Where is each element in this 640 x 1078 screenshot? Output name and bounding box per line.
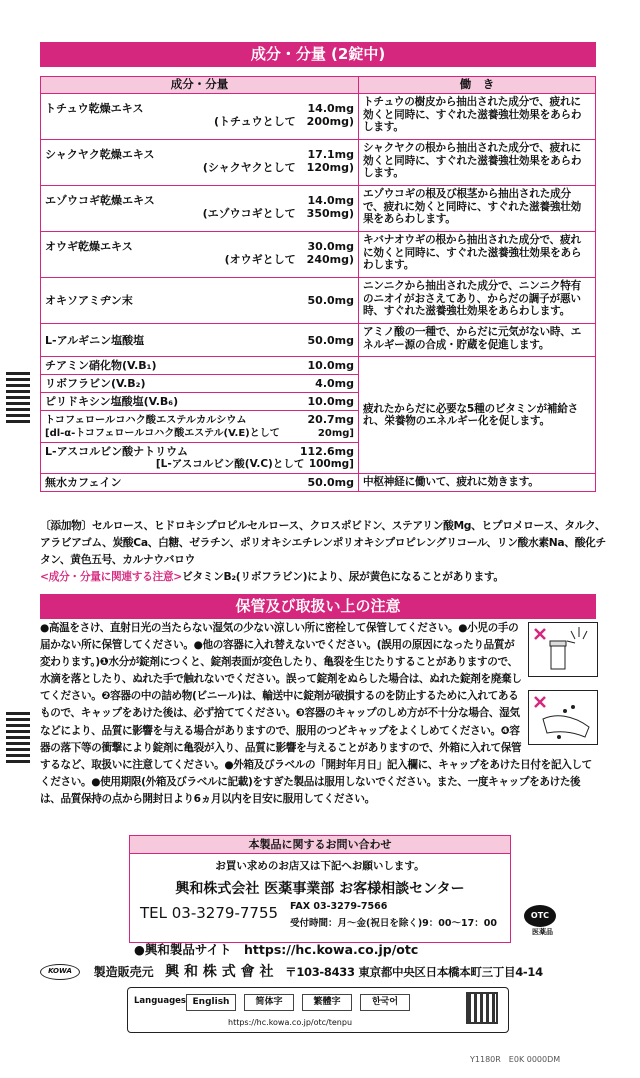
effect-cell: ニンニクから抽出された成分で、ニンニク特有のニオイがおさえてあり、からだの調子が悪い時、すぐれた滋養強壮効果をあらわします。: [359, 278, 596, 324]
lang-english-button[interactable]: English: [186, 994, 236, 1011]
vitamin-cell: [41, 375, 359, 393]
vitamin-name: チアミン硝化物(V.B₁): [45, 359, 157, 372]
header-ingredient: 成分・分量: [41, 77, 359, 94]
product-site-link[interactable]: ●興和製品サイト https://hc.kowa.co.jp/otc: [134, 942, 419, 957]
ingredient-sub: (シャクヤクとして 120mg): [202, 161, 354, 174]
caffeine-effect: 中枢神経に働いて、疲れに効きます。: [359, 474, 596, 492]
ingredient-amount: 50.0mg: [307, 333, 354, 347]
contact-box: [129, 835, 511, 943]
otc-icon: OTC: [524, 905, 556, 927]
contact-hours: 受付時間：月～金(祝日を除く)9：00～17：00: [290, 918, 497, 929]
ingredient-name: オウギ乾燥エキス: [45, 240, 133, 253]
ingredient-name: トチュウ乾燥エキス: [45, 102, 144, 115]
storage-text: ●高温をさけ、直射日光の当たらない湿気の少ない涼しい所に密栓して保管してください。●小児の手の届かない所に保管してください。●他の容器に入れ替えないでください。(誤用の原因になったり品質が変わります。)❶水分が錠剤につくと、錠剤表面が変色したり、亀裂を生じたりすることがありますので、水滴を落としたり、ぬれた手で触れないでください。誤って錠剤をぬらした場合は、ぬれた錠剤を廃棄してください。❷容器の中の詰め物(ビニール)は、輸送中に錠剤が破損するのを防止するために入れてあるもので、キャップをあけた後は、必ず捨ててください。❸容器のキャップのしめ方が不十分な場合、湿気などにより、品質に影響を与える場合がありますので、服用のつどキャップをよくしめてください。❹容器の落下等の衝撃により錠剤に亀裂が入り、品質に影響を与えることがありますので、外箱に入れて保管するなど、取扱いに注意してください。●外箱及びラベルの「開封年月日」記入欄に、キャップをあけた日付を記入してください。●使用期限(外箱及びラベルに記載)をすぎた製品は服用しないでください。また、一度キャップをあけた後は、品質保持の点から開封日より6ヵ月以内を目安に服用してください。: [40, 622, 592, 805]
vitamin-cell: [41, 411, 359, 443]
maker-label: 製造販売元: [93, 965, 154, 979]
contact-title: 本製品に関するお問い合わせ: [130, 836, 510, 854]
vitamin-amount: 10.0mg: [307, 395, 354, 408]
vitamin-amount: 10.0mg: [307, 359, 354, 372]
vitamin-name: ピリドキシン塩酸塩(V.B₆): [45, 395, 179, 408]
otc-badge: [524, 905, 568, 941]
related-note-text: ビタミンB₂(リボフラビン)により、尿が黄色になることがあります。: [181, 570, 504, 583]
languages-url[interactable]: https://hc.kowa.co.jp/otc/tenpu: [228, 1018, 353, 1027]
ingredient-sub: (トチュウとして 200mg): [213, 115, 354, 128]
sunlight-warning-image: [528, 622, 598, 677]
contact-company: 興和株式会社 医薬事業部 お客様相談センター: [175, 881, 465, 897]
vitamin-effect-cell: 疲れたからだに必要な5種のビタミンが補給され、栄養物のエネルギー化を促します。: [359, 357, 596, 474]
vitamin-name: トコフェロールコハク酸エステルカルシウム: [45, 415, 247, 426]
storage-notes: [40, 620, 596, 808]
ingredient-cell: [41, 278, 359, 324]
related-note-label: <成分・分量に関連する注意>: [40, 570, 182, 583]
kowa-logo: KOWA: [40, 964, 80, 980]
lang-simplified-chinese-button[interactable]: 简体字: [244, 994, 294, 1011]
ingredient-name: オキソアミヂン末: [45, 294, 133, 307]
caffeine-name: 無水カフェイン: [45, 476, 122, 489]
additives-text: 〔添加物〕セルロース、ヒドロキシプロピルセルロース、クロスポビドン、ステアリン酸Mg、ヒプロメロース、タルク、アラビアゴム、炭酸Ca、白糖、ゼラチン、ポリオキシエチレンポリオキシプロピレングリコール、リン酸水素Na、酸化チタン、黄色五号、カルナウバロウ: [40, 519, 606, 566]
vitamin-sub-amount: 20mg]: [317, 428, 354, 439]
maker-line: [40, 961, 620, 981]
ingredients-table: [40, 76, 596, 492]
vitamin-cell: [41, 443, 359, 474]
ingredient-name: L-アルギニン塩酸塩: [45, 333, 145, 347]
vitamin-sub: [L-アスコルビン酸(V.C)として: [155, 458, 305, 470]
effect-cell: キバナオウギの根から抽出された成分で、疲れに効くと同時に、すぐれた滋養強壮効果をあらわします。: [359, 232, 596, 278]
ingredient-amount: 17.1mg: [307, 148, 354, 161]
ingredient-amount: 14.0mg: [307, 194, 354, 207]
contact-tel: TEL 03-3279-7755: [140, 904, 279, 922]
ingredients-banner: 成分・分量 (2錠中): [40, 42, 596, 67]
vitamin-name: リボフラビン(V.B₂): [45, 377, 146, 390]
header-effect: 働 き: [359, 77, 596, 94]
ingredient-sub: (オウギとして 240mg): [224, 253, 354, 266]
ingredient-sub: (エゾウコギとして 350mg): [202, 207, 354, 220]
ingredient-cell: [41, 232, 359, 278]
wet-hands-warning-image: [528, 690, 598, 745]
storage-banner: 保管及び取扱い上の注意: [40, 594, 596, 619]
vitamin-cell: [41, 393, 359, 411]
vitamin-amount: 20.7mg: [307, 413, 354, 426]
languages-box: [127, 987, 509, 1033]
ingredient-name: エゾウコギ乾燥エキス: [45, 194, 155, 207]
languages-label: Languages: [134, 996, 186, 1006]
ingredient-amount: 50.0mg: [307, 294, 354, 307]
margin-barcode-top: [6, 372, 30, 426]
ingredient-cell: [41, 94, 359, 140]
print-code: Y1180R E0K 0000DM: [470, 1055, 561, 1064]
caffeine-amount: 50.0mg: [307, 476, 354, 489]
vitamin-sub-amount: 100mg]: [308, 458, 354, 470]
contact-fax: FAX 03-3279-7566: [290, 901, 388, 912]
maker-name: 興 和 株 式 會 社: [165, 964, 274, 980]
vitamin-sub: [dl-α-トコフェロールコハク酸エステル(V.E)として: [45, 428, 280, 439]
effect-cell: シャクヤクの根から抽出された成分で、疲れに効くと同時に、すぐれた滋養強壮効果をあらわします。: [359, 140, 596, 186]
effect-cell: アミノ酸の一種で、からだに元気がない時、エネルギー源の合成・貯蔵を促進します。: [359, 324, 596, 357]
ingredient-name: シャクヤク乾燥エキス: [45, 148, 155, 161]
vitamin-amount: 112.6mg: [299, 445, 354, 458]
maker-address: 〒103-8433 東京都中央区日本橋本町三丁目4-14: [285, 965, 543, 979]
otc-sub: 医薬品: [532, 928, 553, 936]
qr-code-icon: [466, 992, 498, 1024]
lang-korean-button[interactable]: 한국어: [360, 994, 410, 1011]
ingredient-amount: 14.0mg: [307, 102, 354, 115]
ingredient-cell: [41, 324, 359, 357]
caffeine-cell: [41, 474, 359, 492]
effect-cell: エゾウコギの根及び根茎から抽出された成分で、疲れに効くと同時に、すぐれた滋養強壮効果をあらわします。: [359, 186, 596, 232]
vitamin-amount: 4.0mg: [315, 377, 354, 390]
vitamin-cell: [41, 357, 359, 375]
additives-section: [40, 517, 610, 585]
margin-barcode-bottom: [6, 712, 30, 766]
effect-cell: トチュウの樹皮から抽出された成分で、疲れに効くと同時に、すぐれた滋養強壮効果をあらわします。: [359, 94, 596, 140]
ingredient-cell: [41, 140, 359, 186]
vitamin-name: L-アスコルビン酸ナトリウム: [45, 445, 189, 458]
ingredient-cell: [41, 186, 359, 232]
ingredient-amount: 30.0mg: [307, 240, 354, 253]
contact-intro: お買い求めのお店又は下記へお願いします。: [215, 860, 425, 872]
lang-traditional-chinese-button[interactable]: 繁體字: [302, 994, 352, 1011]
